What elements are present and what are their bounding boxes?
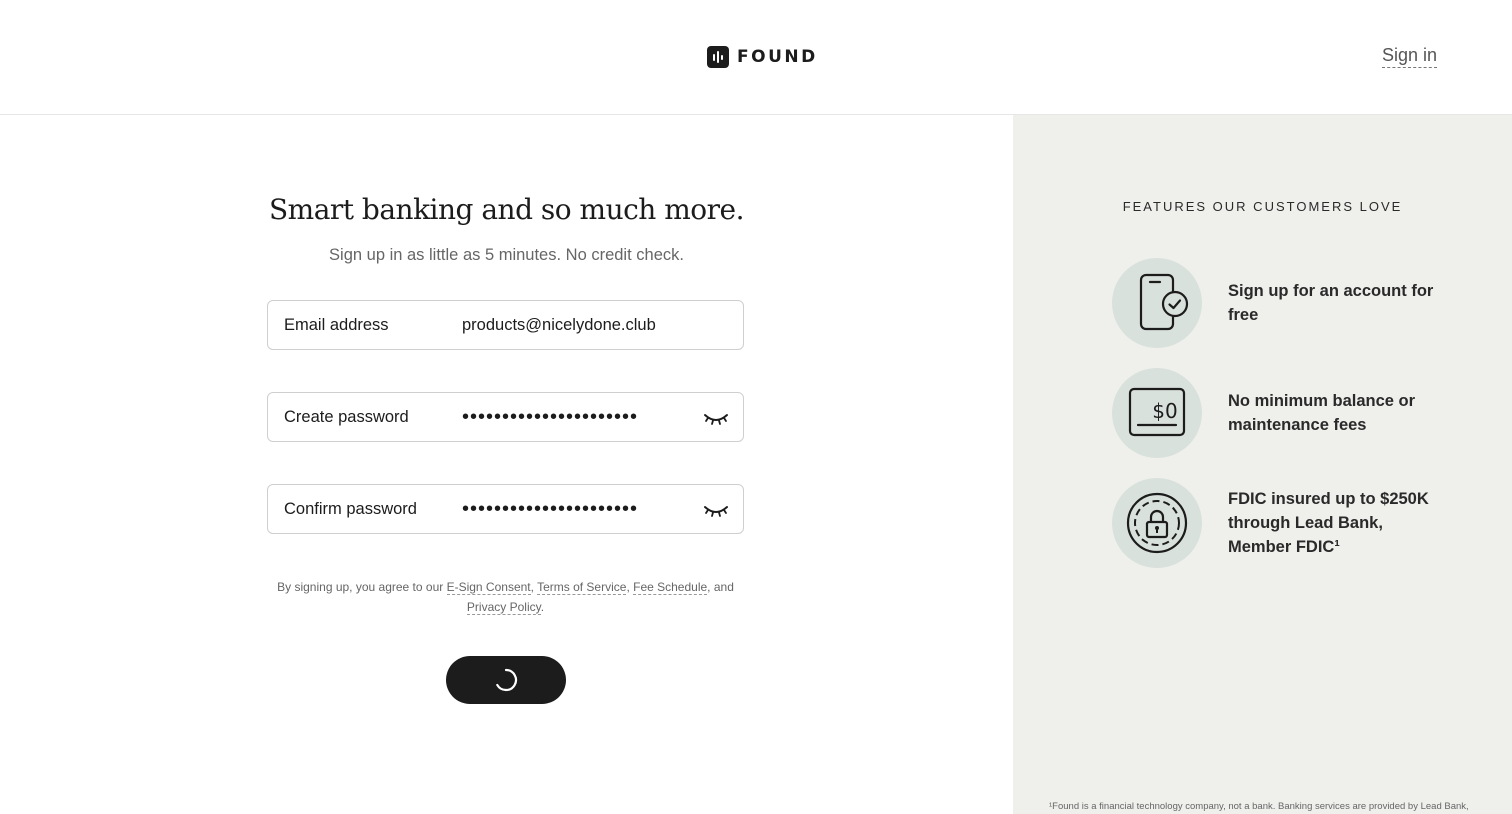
feature-line: FDIC insured up to $250K — [1228, 490, 1429, 508]
create-password-label: Create password — [284, 408, 409, 426]
feature-text — [1228, 279, 1438, 327]
legal-prefix: By signing up, you agree to our — [277, 580, 447, 594]
email-field[interactable] — [267, 300, 744, 350]
legal-suffix: . — [540, 600, 545, 614]
create-password-field[interactable] — [267, 392, 744, 442]
features-heading: FEATURES OUR CUSTOMERS LOVE — [1122, 199, 1403, 214]
feature-line: maintenance fees — [1228, 416, 1367, 434]
page-subtitle: Sign up in as little as 5 minutes. No credit check. — [329, 246, 684, 264]
feature-text — [1228, 389, 1438, 437]
sign-in-link[interactable]: Sign in — [1382, 45, 1437, 68]
eye-closed-icon[interactable] — [703, 408, 729, 428]
svg-text:$0: $0 — [1152, 399, 1178, 423]
phone-check-icon — [1112, 258, 1202, 348]
terms-of-service-link[interactable]: Terms of Service — [537, 580, 627, 594]
email-label: Email address — [284, 316, 389, 334]
page-title: Smart banking and so much more. — [268, 193, 745, 226]
spinner-icon — [493, 667, 519, 693]
top-header — [0, 0, 1512, 115]
eye-closed-icon[interactable] — [703, 500, 729, 520]
legal-separator: , and — [707, 580, 734, 594]
feature-item — [1112, 478, 1442, 568]
found-logo-icon — [707, 46, 729, 68]
confirm-password-field[interactable] — [267, 484, 744, 534]
zero-dollar-icon — [1112, 368, 1202, 458]
footnote: ¹Found is a financial technology company, not a bank. Banking services are provided by Lead Bank, — [1049, 801, 1469, 812]
feature-line: No minimum balance or — [1228, 392, 1416, 410]
confirm-password-input[interactable] — [462, 497, 692, 521]
feature-text — [1228, 487, 1438, 559]
logo-text: FOUND — [737, 47, 818, 67]
found-logo[interactable] — [707, 46, 818, 68]
feature-line: Member FDIC¹ — [1228, 538, 1340, 556]
feature-line: Sign up for an account for — [1228, 282, 1434, 300]
feature-line: free — [1228, 306, 1259, 324]
legal-separator: , — [626, 580, 634, 594]
legal-agreement — [267, 577, 744, 617]
create-password-input[interactable] — [462, 405, 692, 429]
confirm-password-label: Confirm password — [284, 500, 417, 518]
lock-seal-icon — [1112, 478, 1202, 568]
signup-panel — [0, 115, 1013, 814]
feature-item — [1112, 368, 1442, 458]
fee-schedule-link[interactable]: Fee Schedule — [633, 580, 708, 594]
e-sign-consent-link[interactable]: E-Sign Consent — [446, 580, 531, 594]
submit-button[interactable] — [446, 656, 566, 704]
features-panel — [1013, 115, 1512, 814]
legal-separator: , — [530, 580, 538, 594]
email-input[interactable] — [462, 313, 692, 337]
feature-line: through Lead Bank, — [1228, 514, 1383, 532]
privacy-policy-link[interactable]: Privacy Policy — [466, 600, 541, 614]
feature-item — [1112, 258, 1442, 348]
